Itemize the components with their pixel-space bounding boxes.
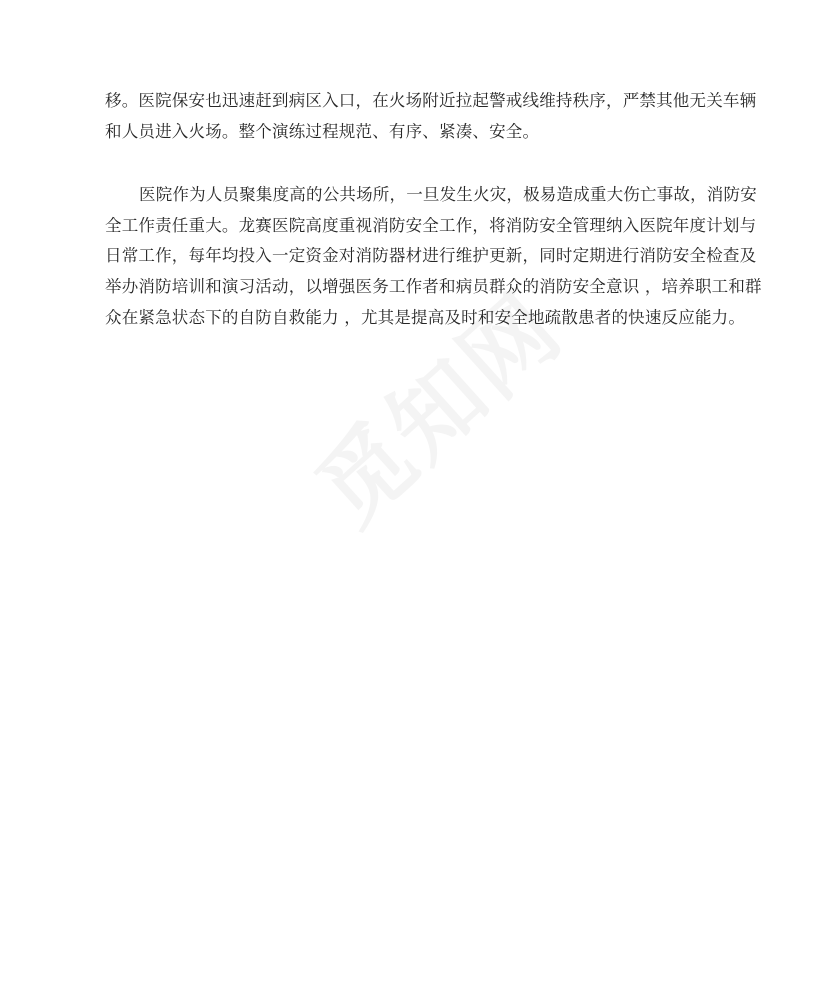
- paragraph-2-line-4: 举办消防培训和演习活动，以增强医务工作者和病员群众的消防安全意识 ，培养职工和群: [105, 276, 762, 296]
- paragraph-1-line-1: 移。医院保安也迅速赶到病区入口，在火场附近拉起警戒线维持秩序，严禁其他无关车辆: [105, 91, 757, 110]
- paragraph-spacer: [105, 147, 723, 180]
- paragraph-2-line-1: 医院作为人员聚集度高的公共场所，一旦发生火灾，极易造成重大伤亡事故，消防安: [139, 185, 757, 205]
- paragraph-2-line-3: 日常工作，每年均投入一定资金对消防器材进行维护更新，同时定期进行消防安全检查及: [105, 246, 757, 266]
- paragraph-1: [105, 86, 757, 147]
- paragraph-2: [105, 180, 762, 333]
- paragraph-1-line-2: 和人员进入火场。整个演练过程规范、有序、紧凑、安全。: [105, 121, 540, 141]
- paragraph-2-line-5: 众在紧急状态下的自防自救能力 ，尤其是提高及时和安全地疏散患者的快速反应能力。: [105, 307, 746, 327]
- paragraph-2-line-2: 全工作责任重大。龙赛医院高度重视消防安全工作，将消防安全管理纳入医院年度计划与: [105, 215, 757, 235]
- document-body: [105, 86, 762, 333]
